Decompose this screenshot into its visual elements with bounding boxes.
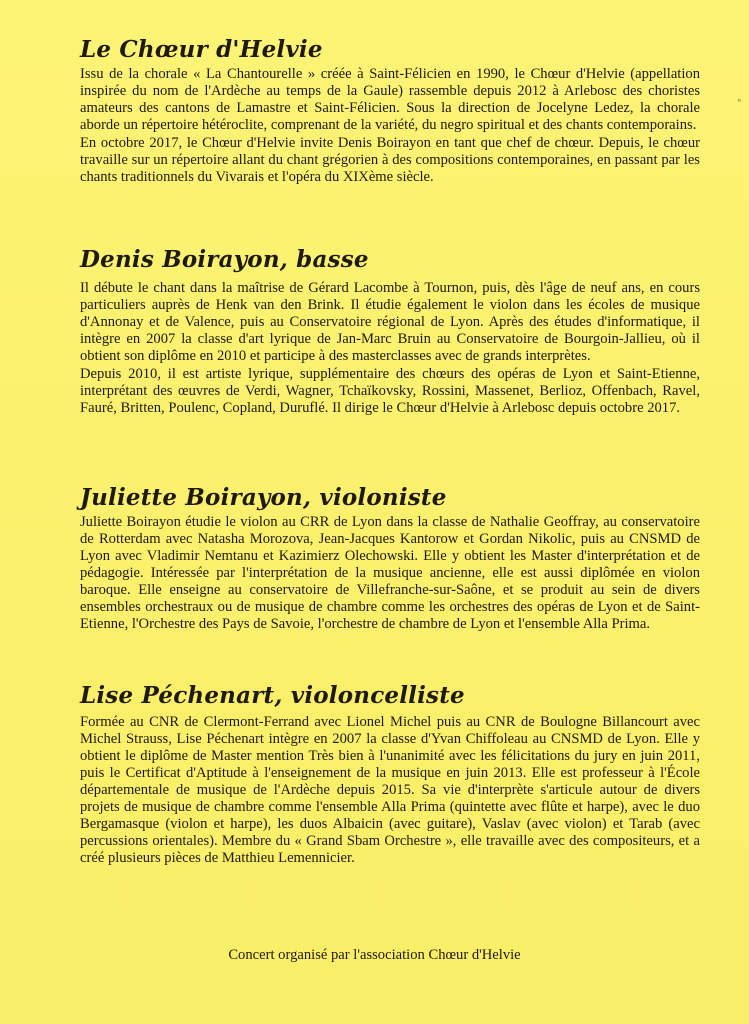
paragraph: Depuis 2010, il est artiste lyrique, supplémentaire des chœurs des opéras de Lyon et Saint-Etienne, interprétant des œuvres de Verdi, Wagner, Tchaïkovsky, Rossini, Massenet, Berlioz, Offenbach, Ravel, Fauré, Britten, Poulenc, Copland, Duruflé. Il dirige le Chœur d'Helvie à Arlebosc depuis octobre 2017.	[80, 366, 700, 416]
section-heading: Lise Péchenart, violoncelliste	[80, 682, 465, 709]
footer-note: Concert organisé par l'association Chœur d'Helvie	[228, 947, 521, 963]
paragraph: Issu de la chorale « La Chantourelle » créée à Saint-Félicien en 1990, le Chœur d'Helvie (appellation inspirée du nom de l'Ardèche au temps de la Gaule) rassemble depuis 2012 à Arlebosc des choristes amateurs des cantons de Lamastre et Saint-Félicien. Sous la direction de Jocelyne Ledez, la chorale aborde un répertoire hétéroclite, comprenant de la variété, du negro spiritual et des chants contemporains.	[80, 66, 700, 133]
section-heading: Juliette Boirayon, violoniste	[80, 484, 447, 511]
paragraph: Il débute le chant dans la maîtrise de Gérard Lacombe à Tournon, puis, dès l'âge de neuf ans, en cours particuliers auprès de Henk van den Brink. Il étudie également le violon dans les écoles de musique d'Annonay et de Valence, puis au Conservatoire régional de Lyon. Après des études d'informatique, il intègre en 2007 la classe d'art lyrique de Jan-Marc Bruin au Conservatoire de Bourgoin-Jallieu, où il obtient son diplôme en 2010 et participe à des masterclasses avec de grands interprètes.	[80, 280, 700, 364]
section-lise-pechenart	[80, 682, 700, 867]
section-heading: Denis Boirayon, basse	[80, 246, 369, 273]
section-heading: Le Chœur d'Helvie	[80, 36, 323, 63]
margin-mark: ⁿ	[738, 96, 741, 106]
section-choeur-helvie	[80, 36, 700, 186]
paragraph: Formée au CNR de Clermont-Ferrand avec Lionel Michel puis au CNR de Boulogne Billancourt avec Michel Strauss, Lise Péchenart intègre en 2007 la classe d'Yvan Chiffoleau au CNSMD de Lyon. Elle y obtient le diplôme de Master mention Très bien à l'unanimité avec les félicitations du jury en juin 2011, puis le Certificat d'Aptitude à l'enseignement de la musique en juin 2013. Elle est professeur à l'École départementale de musique de l'Ardèche depuis 2015. Sa vie d'interprète s'articule autour de divers projets de musique de chambre comme l'ensemble Alla Prima (quintette avec flûte et harpe), avec le duo Bergamasque (violon et harpe), les duos Albaicin (avec guitare), Vaslav (avec violon) et Tarab (avec percussions orientales). Membre du « Grand Sbam Orchestre », elle travaille avec des compositeurs, et a créé plusieurs pièces de Matthieu Lemennicier.	[80, 714, 700, 866]
paragraph: Juliette Boirayon étudie le violon au CRR de Lyon dans la classe de Nathalie Geoffray, au conservatoire de Rotterdam avec Natasha Morozova, Jean-Jacques Kantorow et Gordan Nikolic, puis au CNSMD de Lyon avec Vladimir Nemtanu et Kazimierz Olechowski. Elle y obtient les Master d'interprétation et de pédagogie. Intéressée par l'interprétation de la musique ancienne, elle est aussi diplômée en violon baroque. Elle enseigne au conservatoire de Villefranche-sur-Saône, et se produit au sein de divers ensembles orchestraux ou de musique de chambre comme les orchestres des opéras de Lyon et de Saint-Etienne, l'Orchestre des Pays de Savoie, l'orchestre de chambre de Lyon et l'ensemble Alla Prima.	[80, 514, 700, 632]
paragraph: En octobre 2017, le Chœur d'Helvie invite Denis Boirayon en tant que chef de chœur. Depuis, le chœur travaille sur un répertoire allant du chant grégorien à des compositions contemporaines, en passant par les chants traditionnels du Vivarais et l'opéra du XIXème siècle.	[80, 135, 700, 185]
section-denis-boirayon	[80, 246, 700, 417]
section-juliette-boirayon	[80, 484, 700, 633]
